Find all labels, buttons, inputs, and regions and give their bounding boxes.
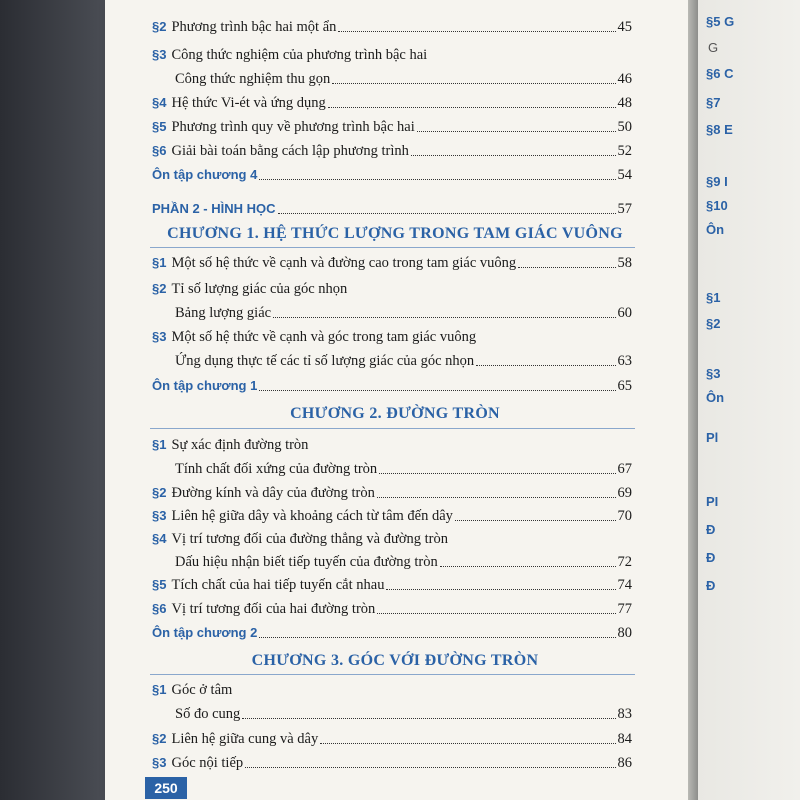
chapter-heading: CHƯƠNG 2. ĐƯỜNG TRÒN bbox=[290, 405, 500, 422]
section-number: §3 bbox=[152, 508, 167, 523]
entry-title: Vị trí tương đối của đường thẳng và đường tròn bbox=[171, 531, 448, 547]
leader-dots bbox=[476, 365, 615, 366]
entry-title: Số đo cung bbox=[175, 706, 241, 722]
page-ref: 48 bbox=[617, 95, 632, 111]
entry-title: Phương trình bậc hai một ẩn bbox=[171, 19, 337, 35]
entry-title: Vị trí tương đối của hai đường tròn bbox=[171, 601, 376, 617]
entry-title: Góc ở tâm bbox=[171, 682, 233, 698]
section-number: §2 bbox=[152, 731, 167, 746]
page-ref: 80 bbox=[617, 625, 632, 641]
entry-title: Công thức nghiệm thu gọn bbox=[175, 71, 331, 87]
entry-title: Ôn tập chương 2 bbox=[152, 625, 258, 640]
leader-dots bbox=[242, 718, 615, 719]
facing-page-fragment: Đ bbox=[706, 578, 716, 593]
facing-page-fragment: §7 bbox=[706, 95, 721, 110]
toc-entry bbox=[152, 138, 632, 160]
book-spine bbox=[688, 0, 698, 800]
facing-page-fragment: §9 I bbox=[706, 174, 728, 189]
leader-dots bbox=[259, 637, 615, 638]
toc-entry bbox=[152, 572, 632, 594]
toc-entry bbox=[152, 596, 632, 618]
entry-title: Hệ thức Vi-ét và ứng dụng bbox=[171, 95, 326, 111]
chapter-review-entry bbox=[152, 373, 632, 395]
leader-dots bbox=[417, 131, 616, 132]
page-ref: 84 bbox=[617, 731, 632, 747]
leader-dots bbox=[411, 155, 616, 156]
entry-title: Phương trình quy về phương trình bậc hai bbox=[171, 119, 415, 135]
part-entry bbox=[152, 196, 632, 218]
leader-dots bbox=[259, 390, 615, 391]
background-shadow bbox=[0, 0, 105, 800]
facing-page-fragment: §1 bbox=[706, 290, 721, 305]
section-number: §2 bbox=[152, 485, 167, 500]
toc-entry bbox=[175, 300, 632, 322]
divider bbox=[150, 428, 635, 429]
facing-page-fragment: Pl bbox=[706, 430, 719, 445]
facing-page-fragment: §3 bbox=[706, 366, 721, 381]
facing-page-fragment: §5 G bbox=[706, 14, 735, 29]
divider bbox=[150, 247, 635, 248]
toc-entry bbox=[152, 276, 632, 298]
facing-page bbox=[698, 0, 800, 800]
toc-entry bbox=[152, 90, 632, 112]
entry-title: Một số hệ thức về cạnh và đường cao trong tam giác vuông bbox=[171, 255, 517, 271]
facing-page-fragment: Ôn bbox=[706, 222, 725, 237]
section-number: §1 bbox=[152, 255, 167, 270]
entry-title: Đường kính và dây của đường tròn bbox=[171, 485, 375, 501]
page-ref: 72 bbox=[617, 554, 632, 570]
section-number: §1 bbox=[152, 437, 167, 452]
toc-entry bbox=[152, 250, 632, 272]
toc-entry bbox=[152, 677, 632, 699]
entry-title: Ứng dụng thực tế các tỉ số lượng giác của góc nhọn bbox=[175, 353, 475, 369]
entry-title: Dấu hiệu nhận biết tiếp tuyến của đường tròn bbox=[175, 554, 438, 570]
page-ref: 60 bbox=[617, 305, 632, 321]
leader-dots bbox=[245, 767, 615, 768]
page-ref: 69 bbox=[617, 485, 632, 501]
section-number: §4 bbox=[152, 95, 167, 110]
toc-entry bbox=[152, 480, 632, 502]
leader-dots bbox=[377, 613, 615, 614]
leader-dots bbox=[440, 566, 616, 567]
section-number: §1 bbox=[152, 682, 167, 697]
leader-dots bbox=[338, 31, 615, 32]
facing-page-fragment: Đ bbox=[706, 550, 716, 565]
page-ref: 65 bbox=[617, 378, 632, 394]
divider bbox=[150, 674, 635, 675]
toc-entry bbox=[152, 526, 632, 548]
page-ref: 77 bbox=[617, 601, 632, 617]
leader-dots bbox=[278, 213, 616, 214]
page-ref: 70 bbox=[617, 508, 632, 524]
entry-title: Bảng lượng giác bbox=[175, 305, 272, 321]
facing-page-fragment: §8 E bbox=[706, 122, 733, 137]
section-number: §6 bbox=[152, 601, 167, 616]
toc-entry bbox=[175, 549, 632, 571]
leader-dots bbox=[455, 520, 616, 521]
section-number: §3 bbox=[152, 47, 167, 62]
entry-title: Sự xác định đường tròn bbox=[171, 437, 309, 453]
page-ref: 50 bbox=[617, 119, 632, 135]
toc-entry bbox=[152, 750, 632, 772]
entry-title: Góc nội tiếp bbox=[171, 755, 244, 771]
section-number: §4 bbox=[152, 531, 167, 546]
leader-dots bbox=[273, 317, 615, 318]
entry-title: Tích chất của hai tiếp tuyến cắt nhau bbox=[171, 577, 385, 593]
toc-entry bbox=[175, 701, 632, 723]
entry-title: Ôn tập chương 1 bbox=[152, 378, 258, 393]
toc-entry bbox=[152, 503, 632, 525]
entry-title: Liên hệ giữa cung và dây bbox=[171, 731, 319, 747]
leader-dots bbox=[379, 473, 615, 474]
toc-entry bbox=[152, 324, 632, 346]
chapter-review-entry bbox=[152, 162, 632, 184]
facing-page-fragment: Đ bbox=[706, 522, 716, 537]
page-ref: 58 bbox=[617, 255, 632, 271]
entry-title: Tỉ số lượng giác của góc nhọn bbox=[171, 281, 348, 297]
page-ref: 86 bbox=[617, 755, 632, 771]
toc-entry bbox=[152, 432, 632, 454]
entry-title: Tính chất đối xứng của đường tròn bbox=[175, 461, 378, 477]
chapter-heading: CHƯƠNG 3. GÓC VỚI ĐƯỜNG TRÒN bbox=[251, 652, 539, 669]
entry-title: Liên hệ giữa dây và khoảng cách từ tâm đến dây bbox=[171, 508, 453, 524]
table-of-contents bbox=[105, 0, 688, 800]
chapter-heading: CHƯƠNG 1. HỆ THỨC LƯỢNG TRONG TAM GIÁC VUÔNG bbox=[167, 225, 623, 242]
leader-dots bbox=[377, 497, 616, 498]
page-ref: 54 bbox=[617, 167, 632, 183]
page-ref: 74 bbox=[617, 577, 632, 593]
facing-page-fragment: §6 C bbox=[706, 66, 734, 81]
toc-entry bbox=[175, 66, 632, 88]
page-ref: 46 bbox=[617, 71, 632, 87]
page-ref: 63 bbox=[617, 353, 632, 369]
chapter-review-entry bbox=[152, 620, 632, 642]
book-page bbox=[105, 0, 688, 800]
entry-title: Ôn tập chương 4 bbox=[152, 167, 258, 182]
entry-title: PHẦN 2 - HÌNH HỌC bbox=[152, 201, 276, 216]
facing-page-fragment: §2 bbox=[706, 316, 721, 331]
toc-entry bbox=[152, 114, 632, 136]
section-number: §3 bbox=[152, 329, 167, 344]
section-number: §5 bbox=[152, 119, 167, 134]
facing-page-fragment: PI bbox=[706, 494, 719, 509]
section-number: §6 bbox=[152, 143, 167, 158]
facing-page-fragment: Ôn bbox=[706, 390, 725, 405]
section-number: §5 bbox=[152, 577, 167, 592]
entry-title: Một số hệ thức về cạnh và góc trong tam giác vuông bbox=[171, 329, 477, 345]
page-ref: 52 bbox=[617, 143, 632, 159]
page-number: 250 bbox=[145, 777, 187, 799]
section-number: §2 bbox=[152, 19, 167, 34]
leader-dots bbox=[386, 589, 615, 590]
entry-title: Giải bài toán bằng cách lập phương trình bbox=[171, 143, 409, 159]
page-ref: 67 bbox=[617, 461, 632, 477]
facing-page-fragment: G bbox=[708, 40, 719, 55]
toc-entry bbox=[175, 348, 632, 370]
section-number: §2 bbox=[152, 281, 167, 296]
entry-title: Công thức nghiệm của phương trình bậc hai bbox=[171, 47, 428, 63]
leader-dots bbox=[259, 179, 615, 180]
page-ref: 57 bbox=[617, 201, 632, 217]
page-ref: 45 bbox=[617, 19, 632, 35]
toc-entry bbox=[175, 456, 632, 478]
toc-entry bbox=[152, 42, 632, 64]
leader-dots bbox=[320, 743, 615, 744]
section-number: §3 bbox=[152, 755, 167, 770]
toc-entry bbox=[152, 14, 632, 36]
leader-dots bbox=[328, 107, 616, 108]
facing-page-fragment: §10 bbox=[706, 198, 728, 213]
toc-entry bbox=[152, 726, 632, 748]
page-ref: 83 bbox=[617, 706, 632, 722]
leader-dots bbox=[332, 83, 615, 84]
leader-dots bbox=[518, 267, 615, 268]
